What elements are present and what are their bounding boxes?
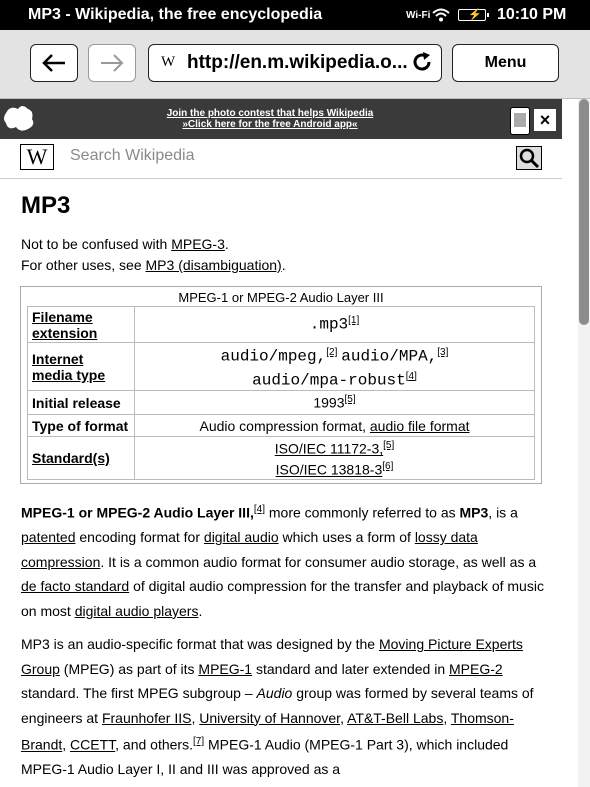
reload-icon[interactable]	[411, 51, 433, 73]
puzzle-logo-icon	[2, 103, 36, 133]
link-standards[interactable]: Standard(s)	[32, 449, 110, 466]
forward-button[interactable]	[88, 44, 136, 82]
hatnote	[21, 234, 546, 255]
banner-text[interactable]	[120, 108, 420, 130]
infobox-table	[27, 306, 535, 480]
ref-link[interactable]: [4]	[405, 370, 417, 382]
hatnote-text: Not to be confused with	[21, 236, 172, 252]
link-lossy-data-compression[interactable]: lossy data compression	[21, 529, 478, 570]
infobox-row	[28, 437, 535, 479]
banner-line-1: Join the photo contest that helps Wikipedia	[166, 108, 374, 119]
paragraph-text: ,	[62, 736, 71, 753]
link-filename-extension[interactable]: Filename extension	[32, 308, 98, 341]
page-title: MP3	[21, 192, 71, 219]
paragraph-text: standard. The first MPEG subgroup –	[21, 685, 257, 701]
bold-term: MPEG-1 or MPEG-2 Audio Layer III,	[21, 504, 254, 521]
infobox-value	[135, 307, 535, 343]
link-iso-13818-3[interactable]: ISO/IEC 13818-3	[275, 461, 383, 478]
scrollbar-thumb[interactable]	[579, 99, 589, 325]
paragraph-text: more commonly referred to as	[264, 504, 460, 521]
paragraph-text: ,	[340, 709, 348, 726]
article-paragraph	[21, 632, 546, 782]
paragraph-text: encoding format for	[75, 529, 204, 546]
ref-link[interactable]: [7]	[192, 736, 205, 747]
link-moving-picture-experts-group[interactable]: Moving Picture Experts Group	[21, 636, 523, 677]
url-text: http://en.m.wikipedia.o...	[187, 52, 408, 73]
paragraph-text: , and others.	[115, 736, 193, 753]
address-bar[interactable]	[148, 44, 442, 82]
search-button[interactable]	[516, 146, 542, 170]
hatnote-text: .	[224, 236, 229, 252]
link-internet-media-type[interactable]: Internet media type	[32, 350, 106, 383]
ref-link[interactable]: [5]	[344, 394, 356, 406]
phone-icon	[510, 107, 530, 135]
ref-link[interactable]: [5]	[383, 440, 395, 452]
infobox-label	[28, 437, 135, 479]
hatnote	[21, 255, 546, 276]
paragraph-text: MPEG-1 Audio (MPEG-1 Part 3), which included MPEG-1 Audio Layer I, II and III was approved as a	[21, 736, 509, 778]
infobox-row	[28, 343, 535, 391]
article-header	[21, 192, 546, 276]
infobox	[20, 286, 542, 484]
infobox-caption: MPEG-1 or MPEG-2 Audio Layer III	[178, 290, 384, 305]
infobox-label	[28, 307, 135, 343]
paragraph-text: group was formed by several teams of engineers at	[21, 685, 534, 726]
battery-icon: ⚡	[458, 9, 486, 21]
paragraph-text: ,	[443, 709, 451, 726]
wifi-icon	[432, 8, 450, 22]
article-paragraph	[21, 498, 546, 623]
paragraph-text: standard and later extended in	[252, 660, 450, 677]
infobox-row	[28, 307, 535, 343]
hatnote-text: .	[281, 257, 286, 273]
link-university-of-hannover[interactable]: University of Hannover	[199, 709, 341, 726]
paragraph-text: of digital audio compression for the transfer and playback of music on most	[21, 578, 544, 619]
link-digital-audio[interactable]: digital audio	[203, 529, 279, 546]
link-mpeg-2[interactable]: MPEG-2	[449, 660, 503, 677]
infobox-value	[135, 343, 535, 391]
site-favicon: W	[161, 54, 176, 70]
close-banner-button[interactable]: ×	[534, 109, 556, 131]
paragraph-text: which uses a form of	[278, 529, 415, 546]
banner-line-2: »Click here for the free Android app«	[182, 119, 358, 130]
link-att-bell-labs[interactable]: AT&T-Bell Labs	[347, 709, 444, 726]
link-digital-audio-players[interactable]: digital audio players	[74, 602, 199, 619]
wifi-label: Wi-Fi	[406, 10, 431, 21]
paragraph-text: MP3 is an audio-specific format that was designed by the	[21, 636, 379, 652]
media-type-value: audio/mpa-robust	[252, 371, 406, 390]
media-type-value: audio/mpeg,	[220, 347, 327, 366]
link-mpeg-1[interactable]: MPEG-1	[198, 660, 253, 677]
ref-link[interactable]: [4]	[253, 504, 265, 515]
ref-link[interactable]: [2]	[326, 347, 338, 358]
back-button[interactable]	[30, 44, 78, 82]
link-fraunhofer-iis[interactable]: Fraunhofer IIS	[101, 709, 192, 726]
promo-banner[interactable]	[0, 99, 562, 139]
paragraph-text: . It is a common audio format for consumer audio storage, as well as a	[100, 553, 537, 570]
hatnote-text: For other uses, see	[21, 257, 146, 273]
wikipedia-logo-icon[interactable]: W	[20, 144, 54, 170]
arrow-left-icon	[41, 53, 67, 73]
status-bar	[0, 0, 590, 30]
infobox-label	[28, 343, 135, 391]
extension-value: .mp3	[309, 315, 349, 334]
link-de-facto-standard[interactable]: de facto standard	[21, 578, 130, 595]
link-iso-11172-3[interactable]: ISO/IEC 11172-3,	[274, 440, 384, 457]
link-mp3-disambiguation[interactable]: MP3 (disambiguation)	[145, 257, 282, 273]
ref-link[interactable]: [1]	[348, 315, 360, 327]
infobox-label: Type of format	[28, 415, 135, 437]
arrow-right-icon	[99, 53, 125, 73]
infobox-value	[135, 437, 535, 479]
infobox-label: Initial release	[28, 391, 135, 415]
infobox-row	[28, 415, 535, 437]
menu-button[interactable]: Menu	[452, 44, 559, 82]
window-title: MP3 - Wikipedia, the free encyclopedia	[28, 6, 323, 23]
search-input[interactable]	[68, 143, 512, 169]
paragraph-text: ,	[191, 709, 200, 726]
infobox-value	[135, 391, 535, 415]
infobox-row	[28, 391, 535, 415]
infobox-value	[135, 415, 535, 437]
link-audio-file-format[interactable]: audio file format	[369, 417, 470, 434]
ref-link[interactable]: [3]	[437, 347, 449, 358]
bold-term: MP3	[459, 504, 489, 521]
paragraph-text: (MPEG) as part of its	[59, 660, 199, 677]
ref-link[interactable]: [6]	[382, 460, 394, 472]
search-icon	[517, 147, 541, 169]
browser-toolbar	[0, 30, 590, 99]
clock: 10:10 PM	[497, 6, 567, 23]
media-type-value: audio/MPA,	[341, 347, 438, 366]
paragraph-text: , is a	[488, 504, 518, 521]
paragraph-text: .	[198, 602, 203, 619]
format-type-text: Audio compression format,	[199, 417, 370, 434]
link-thomson-brandt[interactable]: Thomson-Brandt	[21, 709, 514, 753]
divider	[0, 178, 562, 179]
link-patented[interactable]: patented	[21, 529, 76, 546]
link-ccett[interactable]: CCETT	[70, 736, 116, 753]
link-mpeg-3[interactable]: MPEG-3	[171, 236, 225, 252]
release-year: 1993	[313, 395, 345, 412]
italic-term: Audio	[256, 685, 293, 701]
